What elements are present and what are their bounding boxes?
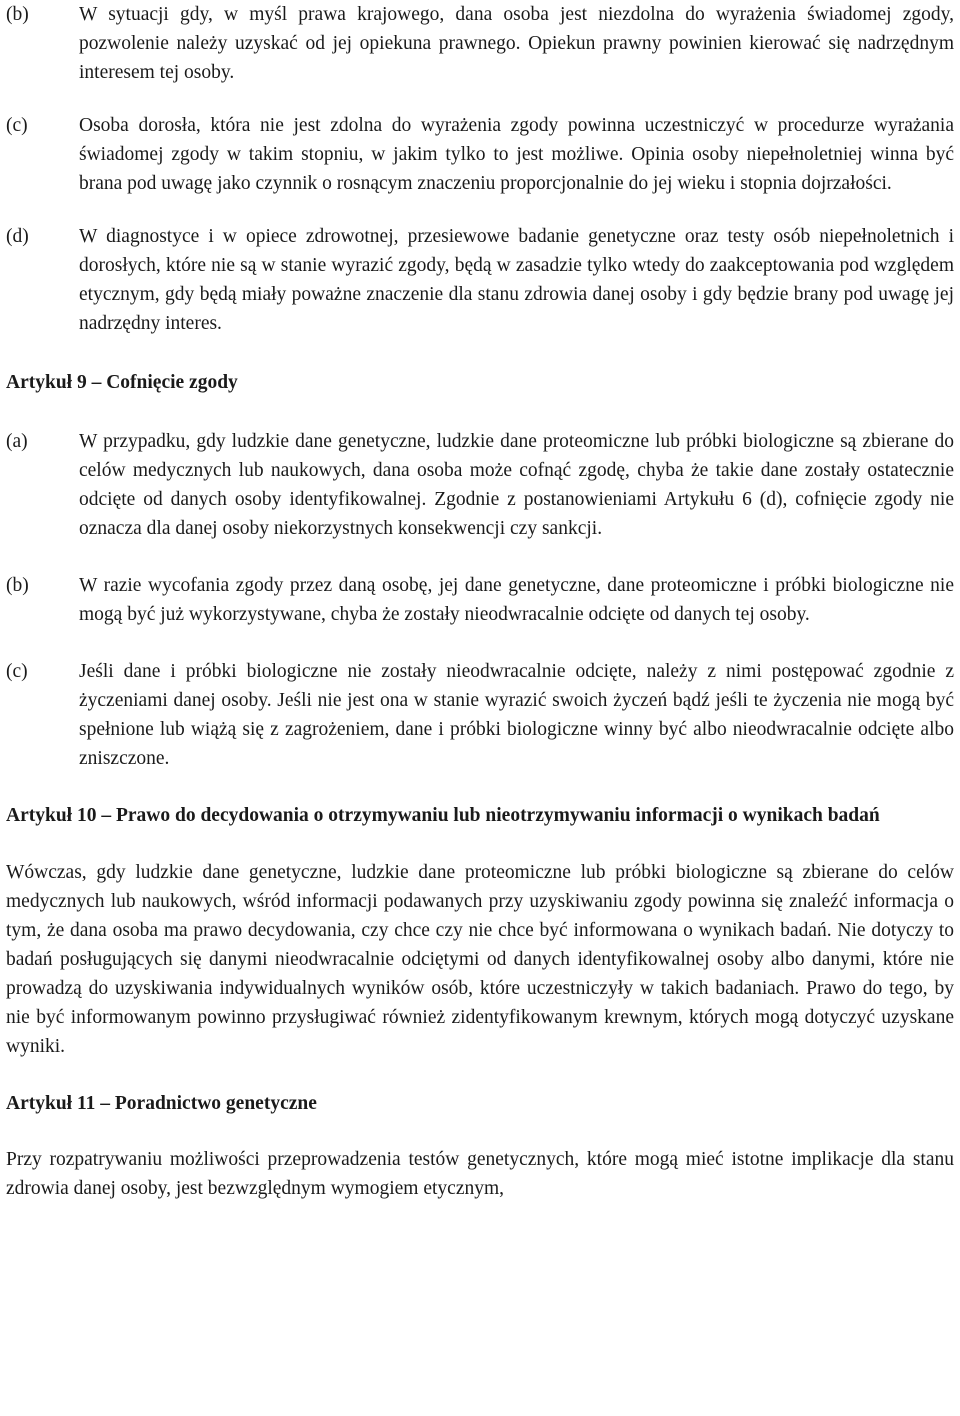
article-heading: Artykuł 9 – Cofnięcie zgody	[6, 372, 238, 393]
item-marker: (d)	[6, 226, 29, 247]
item-text: W diagnostyce i w opiece zdrowotnej, przesiewowe badanie genetyczne oraz testy osób niepełnoletnich i dorosłych, które nie są w stanie wyrazić zgody, będą w zasadzie tylko wtedy do zaakceptowania pod względem etycznym, gdy będą miały poważne znaczenie dla stanu zdrowia danej osoby i gdy będzie brany pod uwagę jej nadrzędny interes.	[79, 226, 954, 334]
item-text: Jeśli dane i próbki biologiczne nie zostały nieodwracalnie odcięte, należy z nimi postępować zgodnie z życzeniami danej osoby. Jeśli nie jest ona w stanie wyrazić swoich życzeń bądź jeśli te życzenia nie mogą być spełnione lub wiążą się z zagrożeniem, dane i próbki biologiczne winny być albo nieodwracalnie odcięte albo zniszczone.	[79, 661, 954, 769]
item-marker: (c)	[6, 661, 28, 682]
item-text: Osoba dorosła, która nie jest zdolna do wyrażenia zgody powinna uczestniczyć w procedurze wyrażania świadomej zgody w takim stopniu, w jakim tylko to jest możliwe. Opinia osoby niepełnoletniej winna być brana pod uwagę jako czynnik o rosnącym znaczeniu proporcjonalnie do jej wieku i stopnia dojrzałości.	[79, 115, 954, 194]
article-heading: Artykuł 11 – Poradnictwo genetyczne	[6, 1093, 317, 1114]
item-text: W przypadku, gdy ludzkie dane genetyczne, ludzkie dane proteomiczne lub próbki biologiczne są zbierane do celów medycznych lub naukowych, dana osoba może cofnąć zgodę, chyba że takie dane zostały ostatecznie odcięte od danych osoby identyfikowalnej. Zgodnie z postanowieniami Artykułu 6 (d), cofnięcie zgody nie oznacza dla danej osoby niekorzystnych konsekwencji czy sankcji.	[79, 431, 954, 539]
list-item	[6, 427, 954, 543]
article-heading: Artykuł 10 – Prawo do decydowania o otrzymywaniu lub nieotrzymywaniu informacji o wynikach badań	[6, 805, 880, 826]
item-marker: (c)	[6, 115, 28, 136]
list-item	[6, 111, 954, 198]
list-item	[6, 571, 954, 629]
item-marker: (b)	[6, 4, 29, 25]
article-body: Wówczas, gdy ludzkie dane genetyczne, ludzkie dane proteomiczne lub próbki biologiczne są zbierane do celów medycznych lub naukowych, wśród informacji podawanych przy uzyskiwaniu zgody powinna się znaleźć informacja o tym, że dana osoba ma prawo decydowania, czy chce czy nie chce być informowana o wynikach badań. Nie dotyczy to badań posługujących się danymi nieodwracalnie odciętymi od danych identyfikowalnej osoby albo danymi, które nie prowadzą do uzyskiwania indywidualnych wyników osób, które uczestniczyły w takich badaniach. Prawo do tego, by nie być informowanym powinno przysługiwać również zidentyfikowanym krewnym, których mogą dotyczyć uzyskane wyniki.	[6, 862, 954, 1057]
item-text: W sytuacji gdy, w myśl prawa krajowego, dana osoba jest niezdolna do wyrażenia świadomej zgody, pozwolenie należy uzyskać od jej opiekuna prawnego. Opiekun prawny powinien kierować się nadrzędnym interesem tej osoby.	[79, 4, 954, 83]
item-marker: (b)	[6, 575, 29, 596]
list-item	[6, 657, 954, 773]
item-text: W razie wycofania zgody przez daną osobę, jej dane genetyczne, dane proteomiczne i próbki biologiczne nie mogą być już wykorzystywane, chyba że zostały nieodwracalnie odcięte od danych tej osoby.	[79, 575, 954, 625]
list-item	[6, 222, 954, 338]
item-marker: (a)	[6, 431, 28, 452]
article-body: Przy rozpatrywaniu możliwości przeprowadzenia testów genetycznych, które mogą mieć istotne implikacje dla stanu zdrowia danej osoby, jest bezwzględnym wymogiem etycznym,	[6, 1149, 954, 1199]
list-item	[6, 0, 954, 87]
